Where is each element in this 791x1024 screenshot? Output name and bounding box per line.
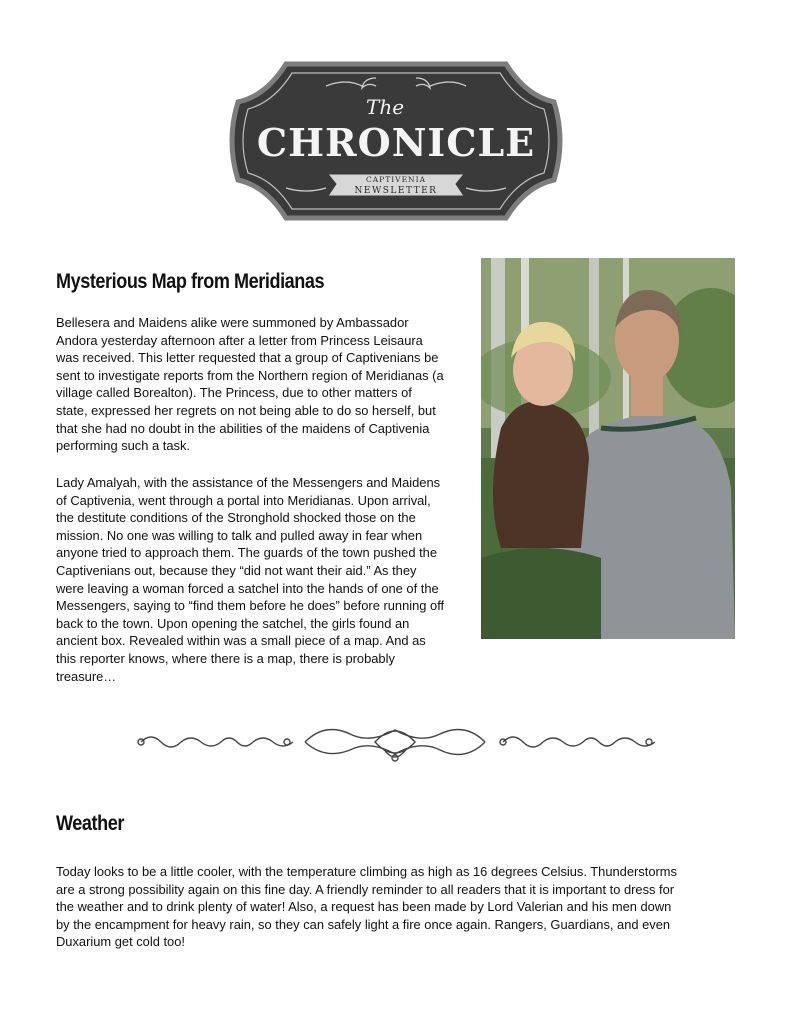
article-heading-map: Mysterious Map from Meridianas xyxy=(56,270,325,293)
weather-paragraph: Today looks to be a little cooler, with the temperature climbing as high as 16 degrees Celsius. Thunderstorms are a strong possibility again on this fine day. A friendly reminder to all readers that it is important to dress for the weather and to drink plenty of water! Also, a request has been made by Lord Valerian and his men down by the encampment for heavy rain, so they can safely light a fire once again. Rangers, Guardians, and even Duxarium get cold too! xyxy=(56,864,677,950)
decorative-divider-icon xyxy=(135,718,655,766)
article-paragraph-1: Bellesera and Maidens alike were summoned by Ambassador Andora yesterday afternoon after a letter from Princess Leisaura was received. This letter requested that a group of Captivenians be sent to investigate reports from the Northern region of Meridianas (a village called Borealton). The Princess, due to other matters of state, expressed her regrets on not being able to do so herself, but that she had no doubt in the abilities of the maidens of Captivenia performing such a task. xyxy=(56,315,444,454)
chronicle-masthead-logo xyxy=(226,56,566,226)
weather-heading: Weather xyxy=(56,812,124,835)
article-photo xyxy=(481,258,735,639)
masthead-the: The xyxy=(366,95,405,119)
masthead-banner-bottom: NEWSLETTER xyxy=(354,186,438,196)
article-paragraph-2: Lady Amalyah, with the assistance of the Messengers and Maidens of Captivenia, went through a portal into Meridianas. Upon arrival, the destitute conditions of the Stronghold shocked those on the mission. No one was willing to talk and pulled away in fear when anyone tried to approach them. The guards of the town pushed the Captivenians out, because they “did not want their aid.” As they were leaving a woman forced a satchel into the hands of one of the Messengers, saying to “find them before he does” before running off back to the town. Upon opening the satchel, the girls found an ancient box. Revealed within was a small piece of a map. And as this reporter knows, where there is a map, there is probably treasure… xyxy=(56,475,445,684)
masthead-banner-top: CAPTIVENIA xyxy=(366,175,426,184)
masthead-title: CHRONICLE xyxy=(256,120,536,165)
